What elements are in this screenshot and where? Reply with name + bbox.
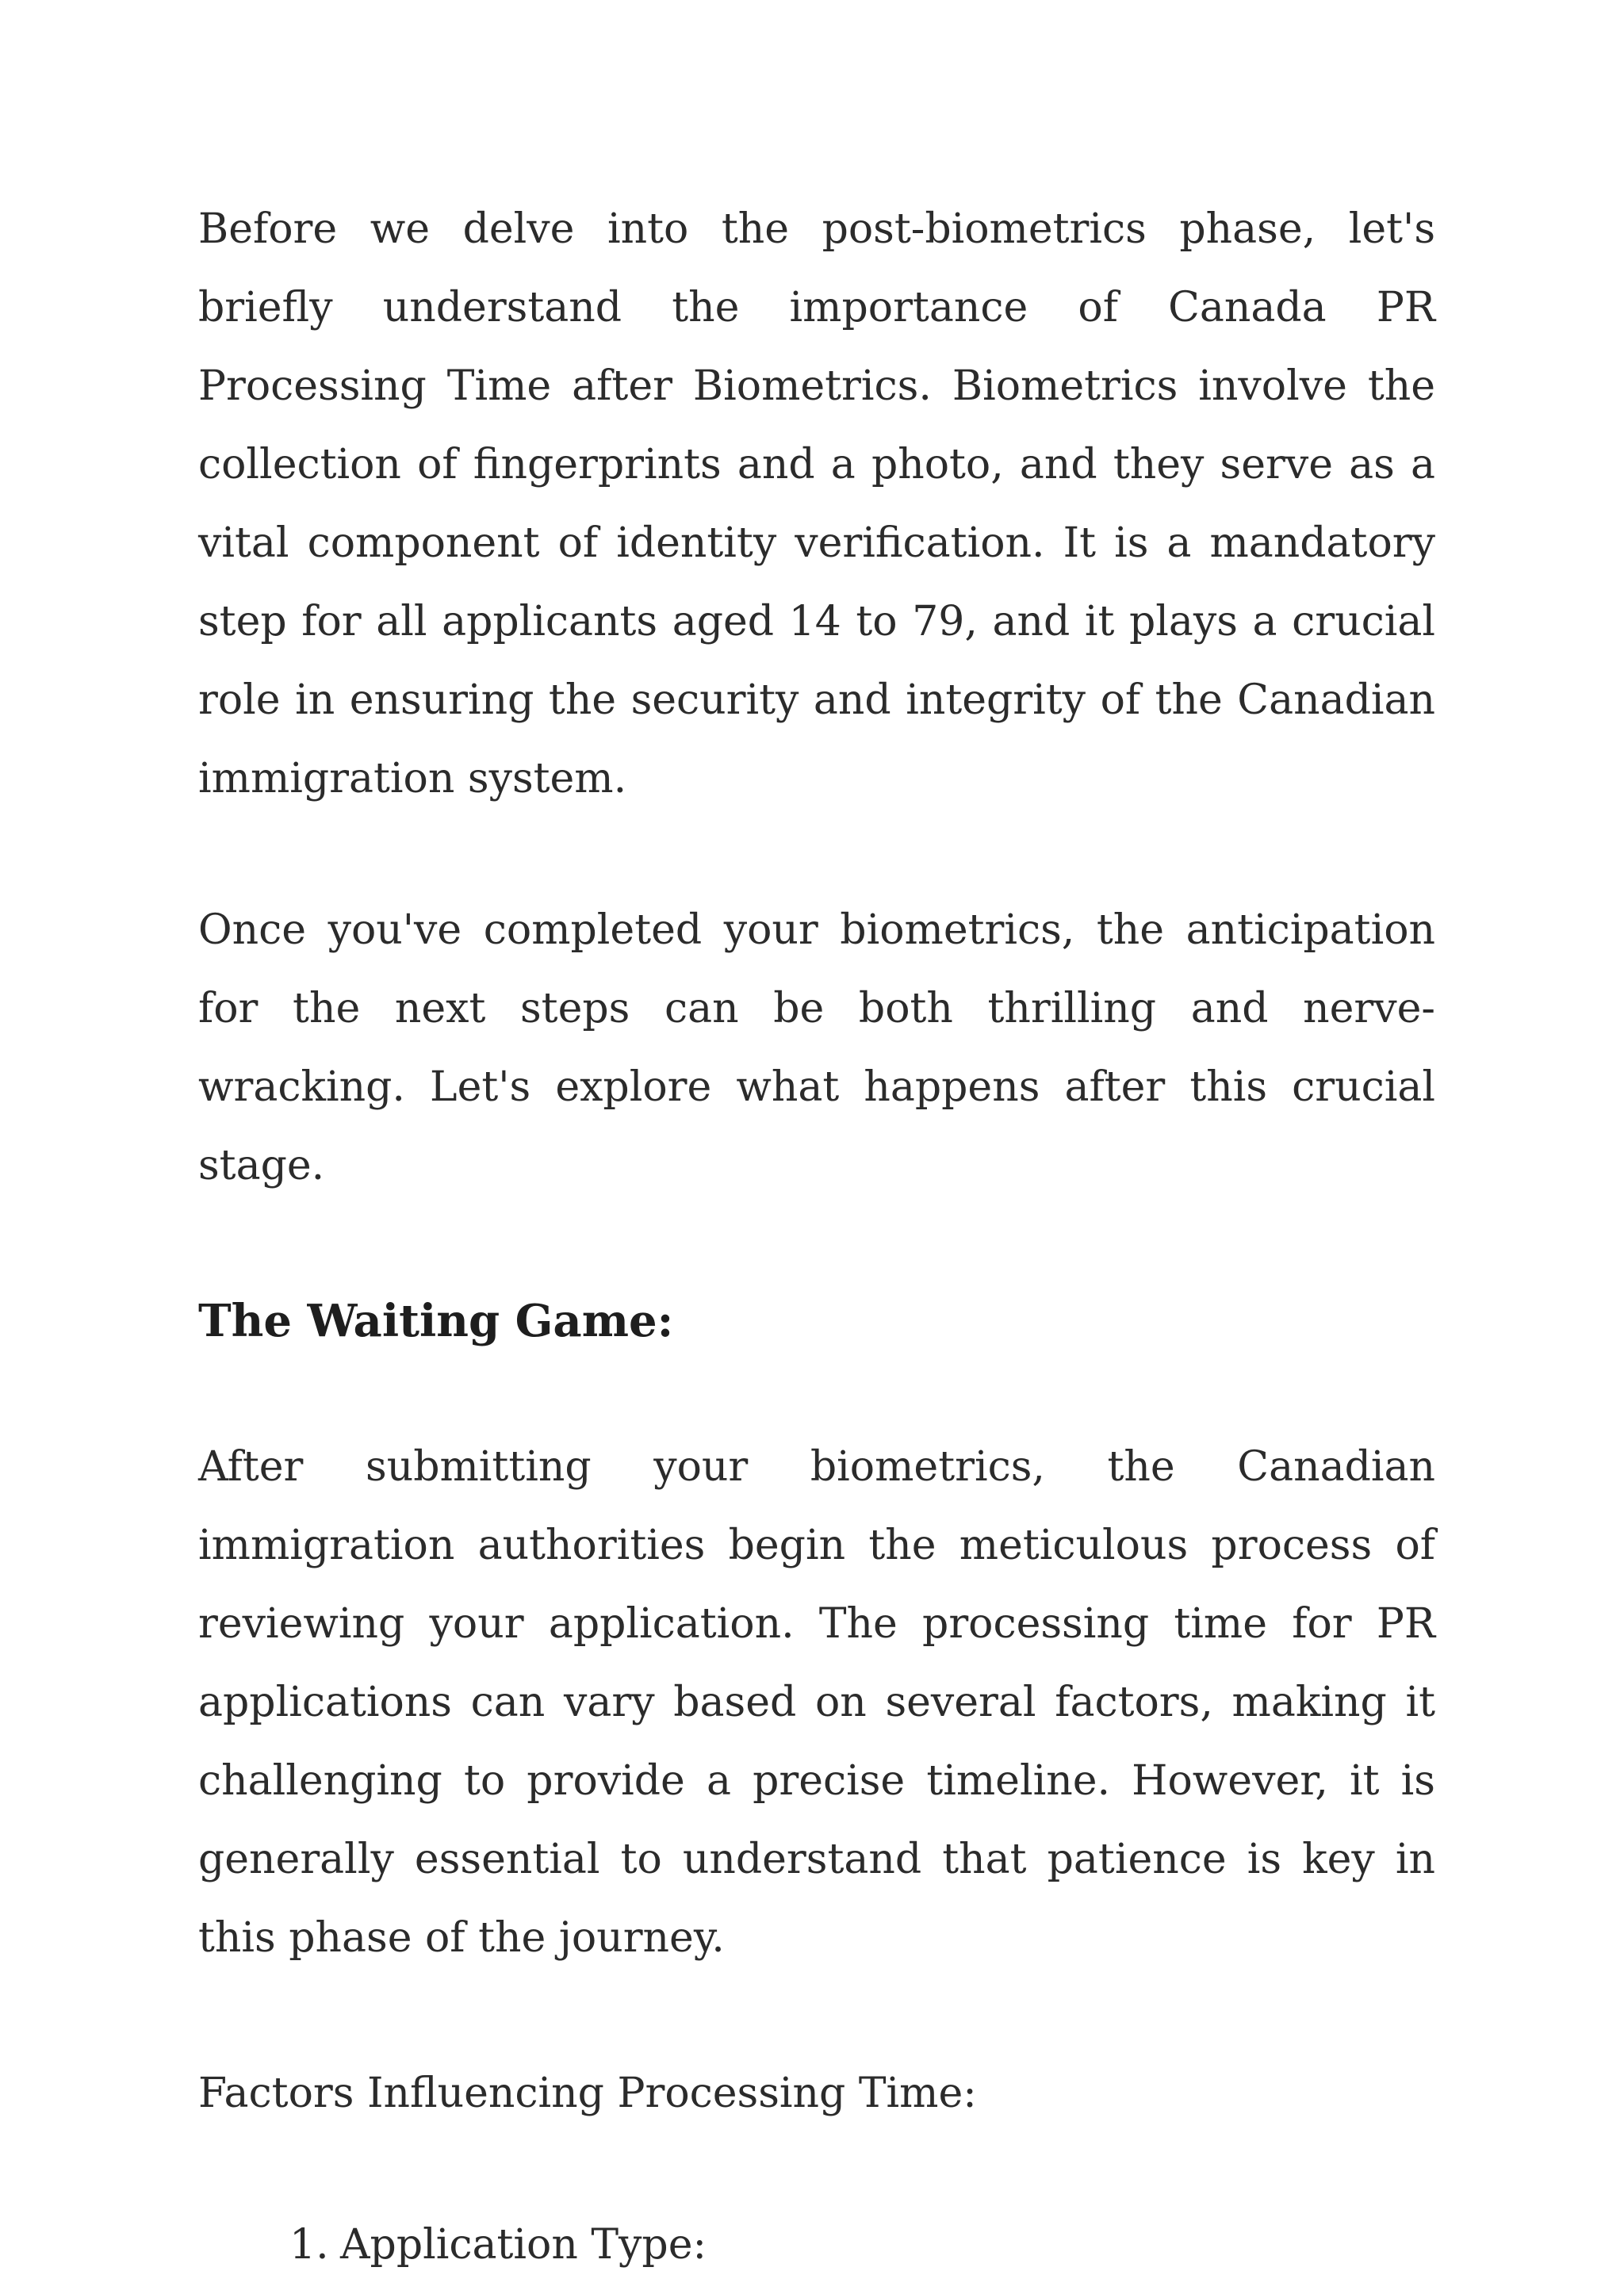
section-heading-waiting-game: The Waiting Game:	[198, 1295, 674, 1347]
intro-paragraph: Before we delve into the post-biometrics phase, let's briefly understand the importance of Canada PR Processing Time after Biometrics. Biometrics involve the collection of fingerprints and a photo, and they serve as a vital component of identity verification. It is a mandatory step for all applicants aged 14 to 79, and it plays a crucial role in ensuring the security and integrity of the Canadian immigration system.	[198, 205, 1435, 802]
list-item-text: Application Type:	[340, 2221, 707, 2269]
factors-label: Factors Influencing Processing Time:	[198, 2070, 977, 2117]
next-steps-paragraph: Once you've completed your biometrics, the anticipation for the next steps can be both thrilling and nerve-wracking. Let's explore what happens after this crucial stage.	[198, 906, 1435, 1189]
factors-list	[198, 2206, 1435, 2284]
list-item-number: 1.	[289, 2221, 329, 2269]
list-item	[198, 2206, 1435, 2284]
document-page	[198, 190, 1435, 2284]
waiting-game-paragraph: After submitting your biometrics, the Canadian immigration authorities begin the meticulous process of reviewing your application. The processing time for PR applications can vary based on several factors, making it challenging to provide a precise timeline. However, it is generally essential to understand that patience is key in this phase of the journey.	[198, 1443, 1435, 1962]
